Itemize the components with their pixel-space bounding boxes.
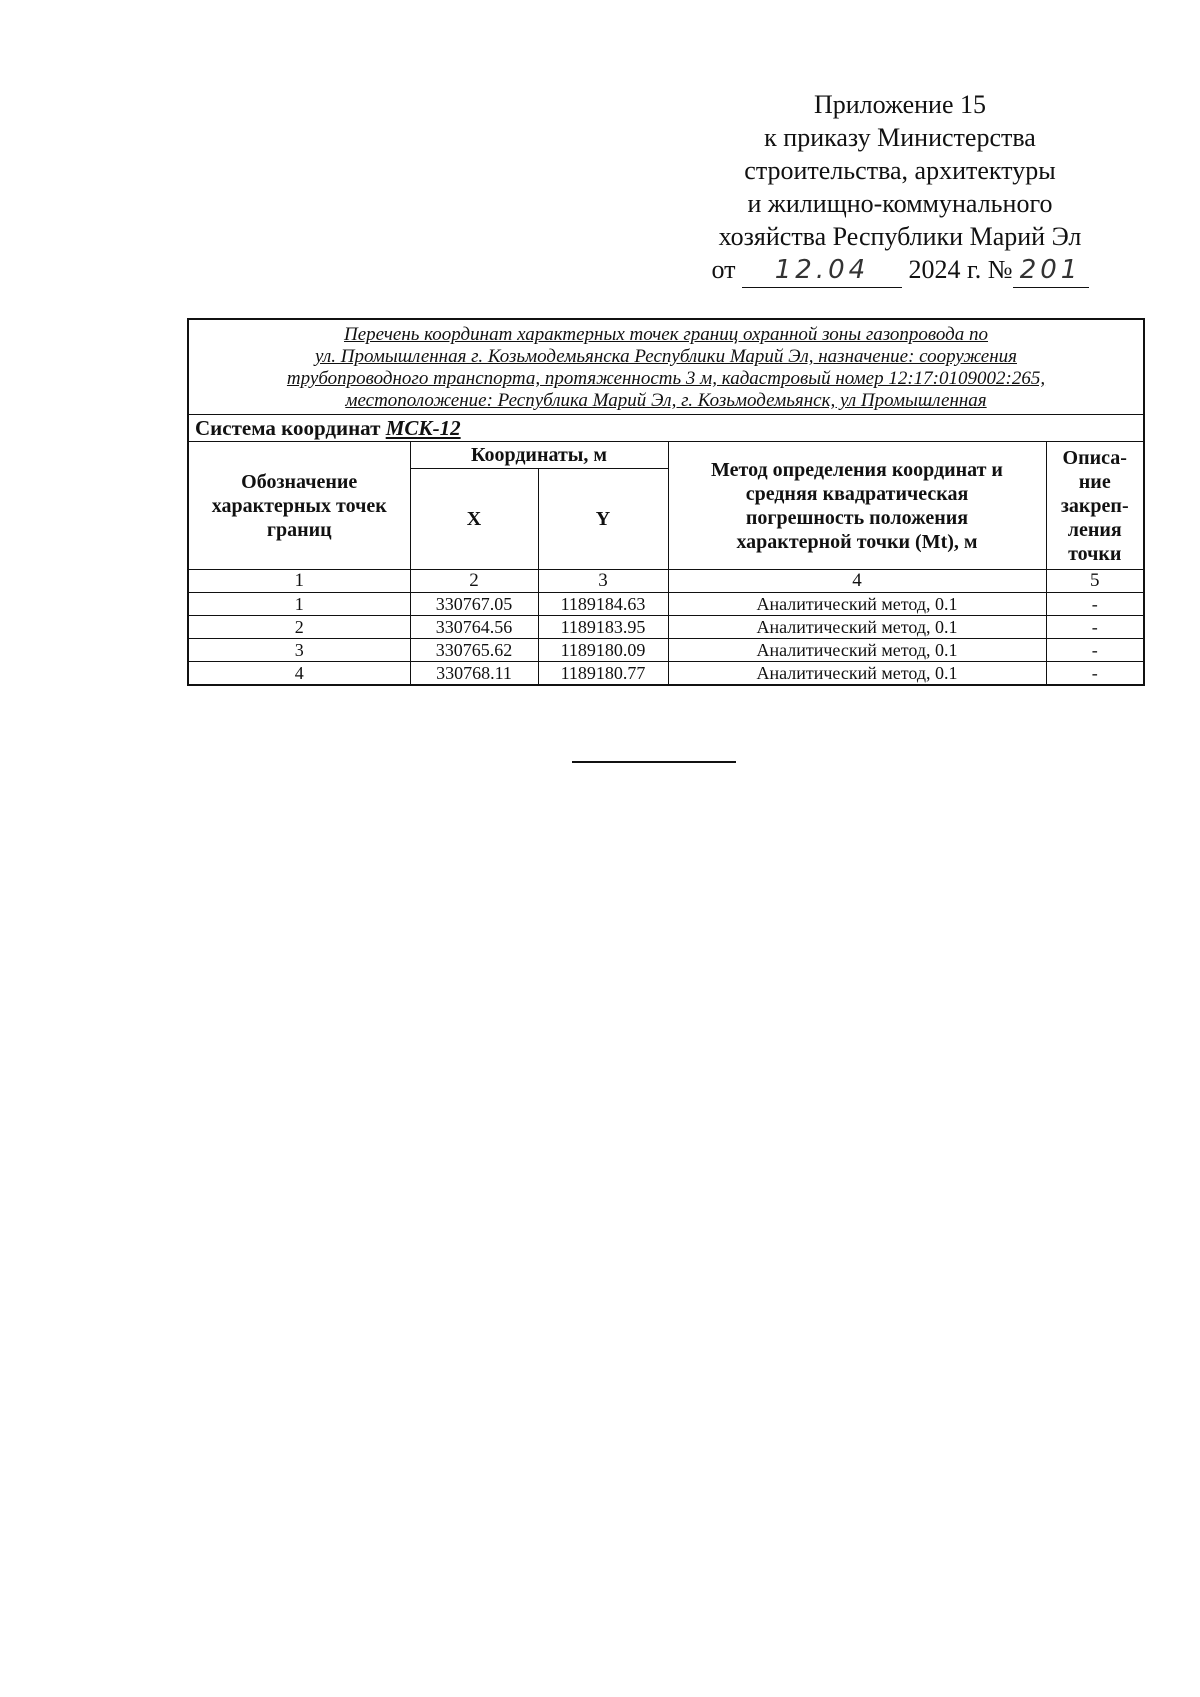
handwritten-date: 12.04 (774, 255, 870, 285)
header-x: X (410, 469, 538, 570)
header-text: ления (1067, 518, 1122, 541)
cell-method: Аналитический метод, 0.1 (668, 639, 1046, 662)
cell-x: 330765.62 (410, 639, 538, 662)
column-number: 5 (1046, 570, 1144, 593)
caption-line: Перечень координат характерных точек границ охранной зоны газопровода по (343, 324, 989, 345)
header-text: закреп- (1060, 494, 1129, 517)
header-text: характерной точки (Mt), м (736, 530, 978, 553)
cell-y: 1189183.95 (538, 616, 668, 639)
column-number: 1 (188, 570, 410, 593)
header-text: характерных точек (211, 494, 387, 517)
cell-point: 4 (188, 662, 410, 686)
header-text: ние (1078, 470, 1111, 493)
column-number: 2 (410, 570, 538, 593)
table-row (188, 593, 1144, 616)
coordinates-table (187, 318, 1145, 686)
handwritten-number: 201 (1019, 255, 1082, 285)
caption-line: трубопроводного транспорта, протяженность 3 м, кадастровый номер 12:17:0109002:265, (286, 368, 1046, 389)
year-text: 2024 г. № (908, 255, 1013, 284)
cell-point: 1 (188, 593, 410, 616)
cell-point: 3 (188, 639, 410, 662)
cell-x: 330764.56 (410, 616, 538, 639)
header-method (668, 442, 1046, 570)
system-label: Система координат (195, 416, 381, 440)
number-field (1013, 253, 1089, 288)
cell-description: - (1046, 662, 1144, 686)
column-number: 4 (668, 570, 1046, 593)
cell-method: Аналитический метод, 0.1 (668, 593, 1046, 616)
date-field (742, 253, 902, 288)
header-text: границ (266, 518, 332, 541)
appendix-line: строительства, архитектуры (744, 156, 1056, 185)
system-value: МСК-12 (385, 416, 461, 440)
coordinate-system (188, 415, 1144, 442)
cell-method: Аналитический метод, 0.1 (668, 616, 1046, 639)
order-date-line (690, 253, 1110, 288)
appendix-line: хозяйства Республики Марий Эл (718, 222, 1082, 251)
header-text: средняя квадратическая (745, 482, 969, 505)
cell-method: Аналитический метод, 0.1 (668, 662, 1046, 686)
cell-x: 330768.11 (410, 662, 538, 686)
header-text: Описа- (1062, 446, 1127, 469)
header-text: Обозначение (241, 470, 358, 493)
caption-line: местоположение: Республика Марий Эл, г. Козьмодемьянск, ул Промышленная (345, 390, 987, 411)
header-designation (188, 442, 410, 570)
header-description (1046, 442, 1144, 570)
cell-x: 330767.05 (410, 593, 538, 616)
cell-y: 1189180.77 (538, 662, 668, 686)
appendix-line: Приложение 15 (813, 90, 987, 119)
header-coordinates: Координаты, м (410, 442, 668, 469)
date-prefix: от (711, 255, 736, 284)
appendix-line: и жилищно-коммунального (747, 189, 1053, 218)
table-row (188, 639, 1144, 662)
column-number-row (188, 570, 1144, 593)
column-number: 3 (538, 570, 668, 593)
header-y: Y (538, 469, 668, 570)
cell-point: 2 (188, 616, 410, 639)
table-caption (188, 319, 1144, 415)
header-text: точки (1068, 542, 1122, 565)
cell-description: - (1046, 593, 1144, 616)
table-row (188, 662, 1144, 686)
appendix-header (690, 88, 1110, 288)
header-text: Метод определения координат и (711, 458, 1003, 481)
caption-line: ул. Промышленная г. Козьмодемьянска Республики Марий Эл, назначение: сооружения (315, 346, 1017, 367)
header-text: погрешность положения (745, 506, 969, 529)
cell-description: - (1046, 616, 1144, 639)
closing-rule (572, 761, 736, 763)
table-row (188, 616, 1144, 639)
cell-description: - (1046, 639, 1144, 662)
appendix-line: к приказу Министерства (764, 123, 1036, 152)
cell-y: 1189180.09 (538, 639, 668, 662)
cell-y: 1189184.63 (538, 593, 668, 616)
